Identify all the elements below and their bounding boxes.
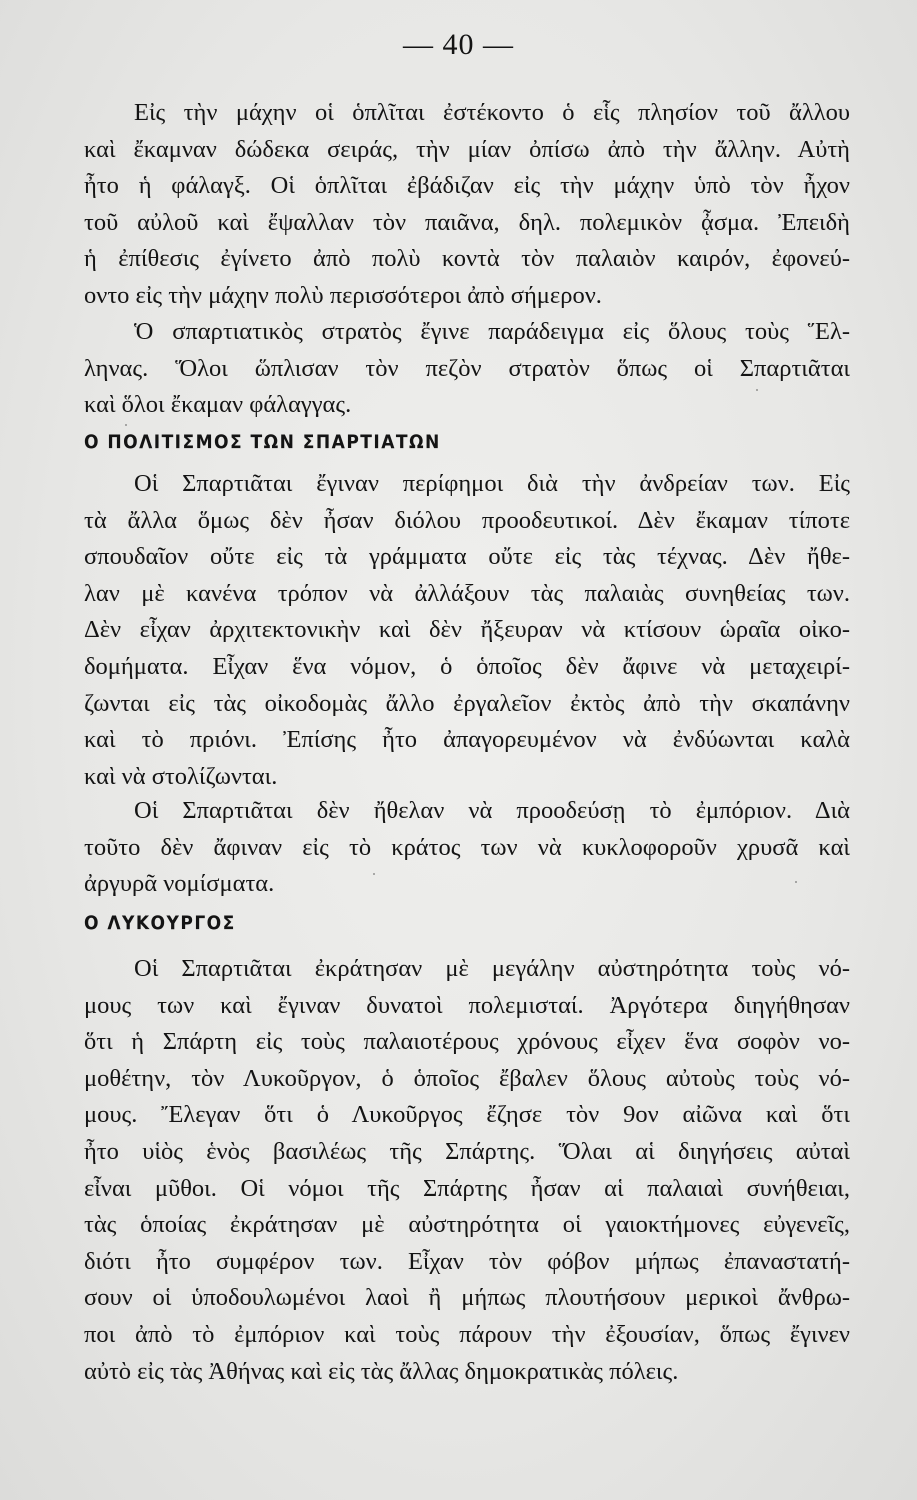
- page-number: — 40 —: [403, 28, 514, 61]
- intro-paragraph-2: [84, 314, 850, 424]
- text-line: Εἰς τὴν μάχην οἱ ὁπλῖται ἐστέκοντο ὁ εἷς πλησίον τοῦ ἄλλου: [134, 99, 850, 126]
- text-line: ζωνται εἰς τὰς οἰκοδομὰς ἄλλο ἐργαλεῖον ἐκτὸς ἀπὸ τὴν σκαπάνην: [84, 689, 850, 717]
- text-line: ληνας. Ὅλοι ὥπλισαν τὸν πεζὸν στρατὸν ὅπως οἱ Σπαρτιᾶται: [84, 354, 850, 382]
- text-line: εἶναι μῦθοι. Οἱ νόμοι τῆς Σπάρτης ἦσαν αἱ παλαιαὶ συνήθειαι,: [84, 1174, 850, 1202]
- text-line: ἦτο ἡ φάλαγξ. Οἱ ὁπλῖται ἐβάδιζαν εἰς τὴν μάχην ὑπὸ τὸν ἦχον: [84, 172, 850, 200]
- text-line: καὶ νὰ στολίζωνται.: [84, 762, 278, 790]
- text-line: τοῦτο δὲν ἄφιναν εἰς τὸ κράτος των νὰ κυκλοφοροῦν χρυσᾶ καὶ: [84, 833, 850, 861]
- section-2-paragraph-1: [84, 951, 850, 1390]
- text-line: Ὁ σπαρτιατικὸς στρατὸς ἔγινε παράδειγμα εἰς ὅλους τοὺς Ἕλ-: [134, 318, 850, 345]
- text-line: τὰ ἄλλα ὅμως δὲν ἦσαν διόλου προοδευτικοί. Δὲν ἔκαμαν τίποτε: [84, 506, 850, 534]
- scan-speck: [125, 424, 127, 426]
- text-line: ποι ἀπὸ τὸ ἐμπόριον καὶ τοὺς πάρουν τὴν ἐξουσίαν, ὅπως ἔγινεν: [84, 1320, 850, 1348]
- text-line: οντο εἰς τὴν μάχην πολὺ περισσότεροι ἀπὸ σήμερον.: [84, 281, 602, 309]
- text-line: λαν μὲ κανένα τρόπον νὰ ἀλλάξουν τὰς παλαιὰς συνηθείας των.: [84, 579, 850, 607]
- section-heading-lycurgus: Ο ΛΥΚΟΥΡΓΟΣ: [84, 912, 236, 934]
- section-1-paragraph-1: [84, 466, 850, 795]
- text-line: ἡ ἐπίθεσις ἐγίνετο ἀπὸ πολὺ κοντὰ τὸν παλαιὸν καιρόν, ἐφονεύ-: [84, 245, 850, 273]
- text-line: τὰς ὁποίας ἐκράτησαν μὲ αὐστηρότητα οἱ γαιοκτήμονες εὐγενεῖς,: [84, 1211, 850, 1239]
- text-line: μους των καὶ ἔγιναν δυνατοὶ πολεμισταί. Ἀργότερα διηγήθησαν: [84, 991, 850, 1019]
- scan-speck: [373, 873, 375, 875]
- text-line: δομήματα. Εἶχαν ἕνα νόμον, ὁ ὁποῖος δὲν ἄφινε νὰ μεταχειρί-: [84, 652, 850, 680]
- section-heading-spartan-civilization: Ο ΠΟΛΙΤΙΣΜΟΣ ΤΩΝ ΣΠΑΡΤΙΑΤΩΝ: [84, 431, 441, 453]
- scan-speck: [795, 881, 797, 883]
- text-line: σπουδαῖον οὔτε εἰς τὰ γράμματα οὔτε εἰς τὰς τέχνας. Δὲν ἤθε-: [84, 543, 850, 571]
- text-line: Οἱ Σπαρτιᾶται ἐκράτησαν μὲ μεγάλην αὐστηρότητα τοὺς νό-: [134, 955, 850, 982]
- text-line: σουν οἱ ὑποδουλωμένοι λαοὶ ἢ μήπως πλουτήσουν μερικοὶ ἄνθρω-: [84, 1284, 850, 1312]
- section-1-paragraph-2: [84, 793, 850, 903]
- text-line: καὶ τὸ πριόνι. Ἐπίσης ἦτο ἀπαγορευμένον νὰ ἐνδύωνται καλὰ: [84, 726, 850, 754]
- text-line: μοθέτην, τὸν Λυκοῦργον, ὁ ὁποῖος ἔβαλεν ὅλους αὐτοὺς τοὺς νό-: [84, 1064, 850, 1092]
- text-line: Οἱ Σπαρτιᾶται δὲν ἤθελαν νὰ προοδεύσῃ τὸ ἐμπόριον. Διὰ: [134, 797, 850, 824]
- text-line: Δὲν εἶχαν ἀρχιτεκτονικὴν καὶ δὲν ἤξευραν νὰ κτίσουν ὡραῖα οἰκο-: [84, 616, 850, 644]
- scan-speck: [756, 389, 758, 391]
- text-line: καὶ ὅλοι ἔκαμαν φάλαγγας.: [84, 391, 352, 419]
- text-line: διότι ἦτο συμφέρον των. Εἶχαν τὸν φόβον μήπως ἐπαναστατή-: [84, 1247, 850, 1275]
- intro-paragraph-1: [84, 95, 850, 315]
- text-line: ὅτι ἡ Σπάρτη εἰς τοὺς παλαιοτέρους χρόνους εἶχεν ἕνα σοφὸν νο-: [84, 1028, 850, 1056]
- text-line: καὶ ἔκαμναν δώδεκα σειράς, τὴν μίαν ὀπίσω ἀπὸ τὴν ἄλλην. Αὐτὴ: [84, 135, 850, 163]
- text-line: μους. Ἔλεγαν ὅτι ὁ Λυκοῦργος ἔζησε τὸν 9ον αἰῶνα καὶ ὅτι: [84, 1101, 850, 1129]
- text-line: ἀργυρᾶ νομίσματα.: [84, 870, 275, 898]
- text-line: τοῦ αὐλοῦ καὶ ἔψαλλαν τὸν παιᾶνα, δηλ. πολεμικὸν ᾆσμα. Ἐπειδὴ: [84, 208, 850, 236]
- text-line: αὐτὸ εἰς τὰς Ἀθήνας καὶ εἰς τὰς ἄλλας δημοκρατικὰς πόλεις.: [84, 1357, 679, 1385]
- text-line: ἦτο υἱὸς ἑνὸς βασιλέως τῆς Σπάρτης. Ὅλαι αἱ διηγήσεις αὐταὶ: [84, 1137, 850, 1165]
- text-line: Οἱ Σπαρτιᾶται ἔγιναν περίφημοι διὰ τὴν ἀνδρείαν των. Εἰς: [134, 470, 850, 497]
